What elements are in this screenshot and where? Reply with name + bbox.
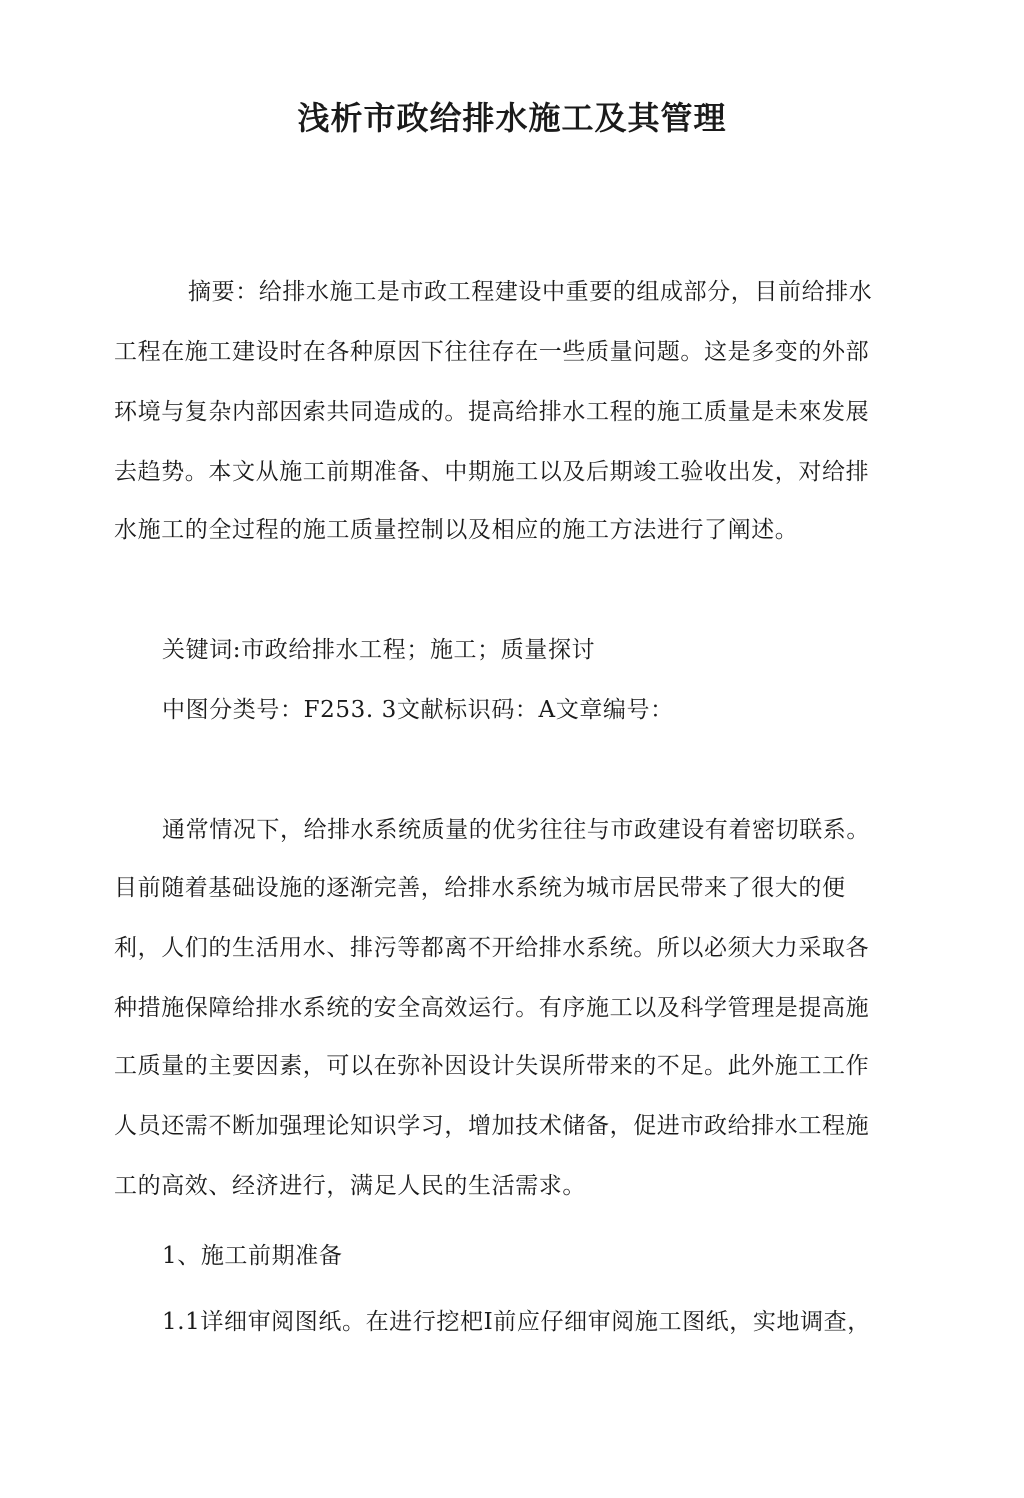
intro-line-3: 利，人们的生活用水、排污等都离不开给排水系统。所以必须大力采取各 [114,935,870,961]
classification-line: 中图分类号：F253. 3文献标识码：A文章编号： [162,697,674,723]
abstract-line-2: 工程在施工建设时在各种原因下往往存在一些质量问题。这是多变的外部 [114,339,870,365]
page-title: 浅析市政给排水施工及其管理 [297,99,727,137]
abstract-line-4: 去趋势。本文从施工前期准备、中期施工以及后期竣工验收出发，对给排 [114,459,870,485]
intro-line-7: 工的高效、经济进行，满足人民的生活需求。 [114,1173,586,1199]
intro-line-5: 工质量的主要因素，可以在弥补因设计失误所带来的不足。此外施工工作 [114,1053,870,1079]
intro-line-1: 通常情况下，给排水系统质量的优劣往往与市政建设有着密切联系。 [162,817,870,843]
keywords-line: 关键词:市政给排水工程；施工；质量探讨 [162,637,596,663]
intro-line-6: 人员还需不断加强理论知识学习，增加技术储备，促进市政给排水工程施 [114,1113,870,1139]
abstract-line-1: 摘要：给排水施工是市政工程建设中重要的组成部分，目前给排水 [188,279,873,305]
intro-line-2: 目前随着基础设施的逐渐完善，给排水系统为城市居民带来了很大的便 [114,875,846,901]
abstract-line-3: 环境与复杂内部因索共同造成的。提高给排水工程的施工质量是未來发展 [114,399,870,425]
section-paragraph-line: 1.1详细审阅图纸。在进行挖杷I前应仔细审阅施工图纸，实地调查， [162,1309,871,1335]
intro-line-4: 种措施保障给排水系统的安全高效运行。有序施工以及科学管理是提高施 [114,995,870,1021]
section-heading: 1、施工前期准备 [162,1243,343,1269]
abstract-line-5: 水施工的全过程的施工质量控制以及相应的施工方法进行了阐述。 [114,517,799,543]
